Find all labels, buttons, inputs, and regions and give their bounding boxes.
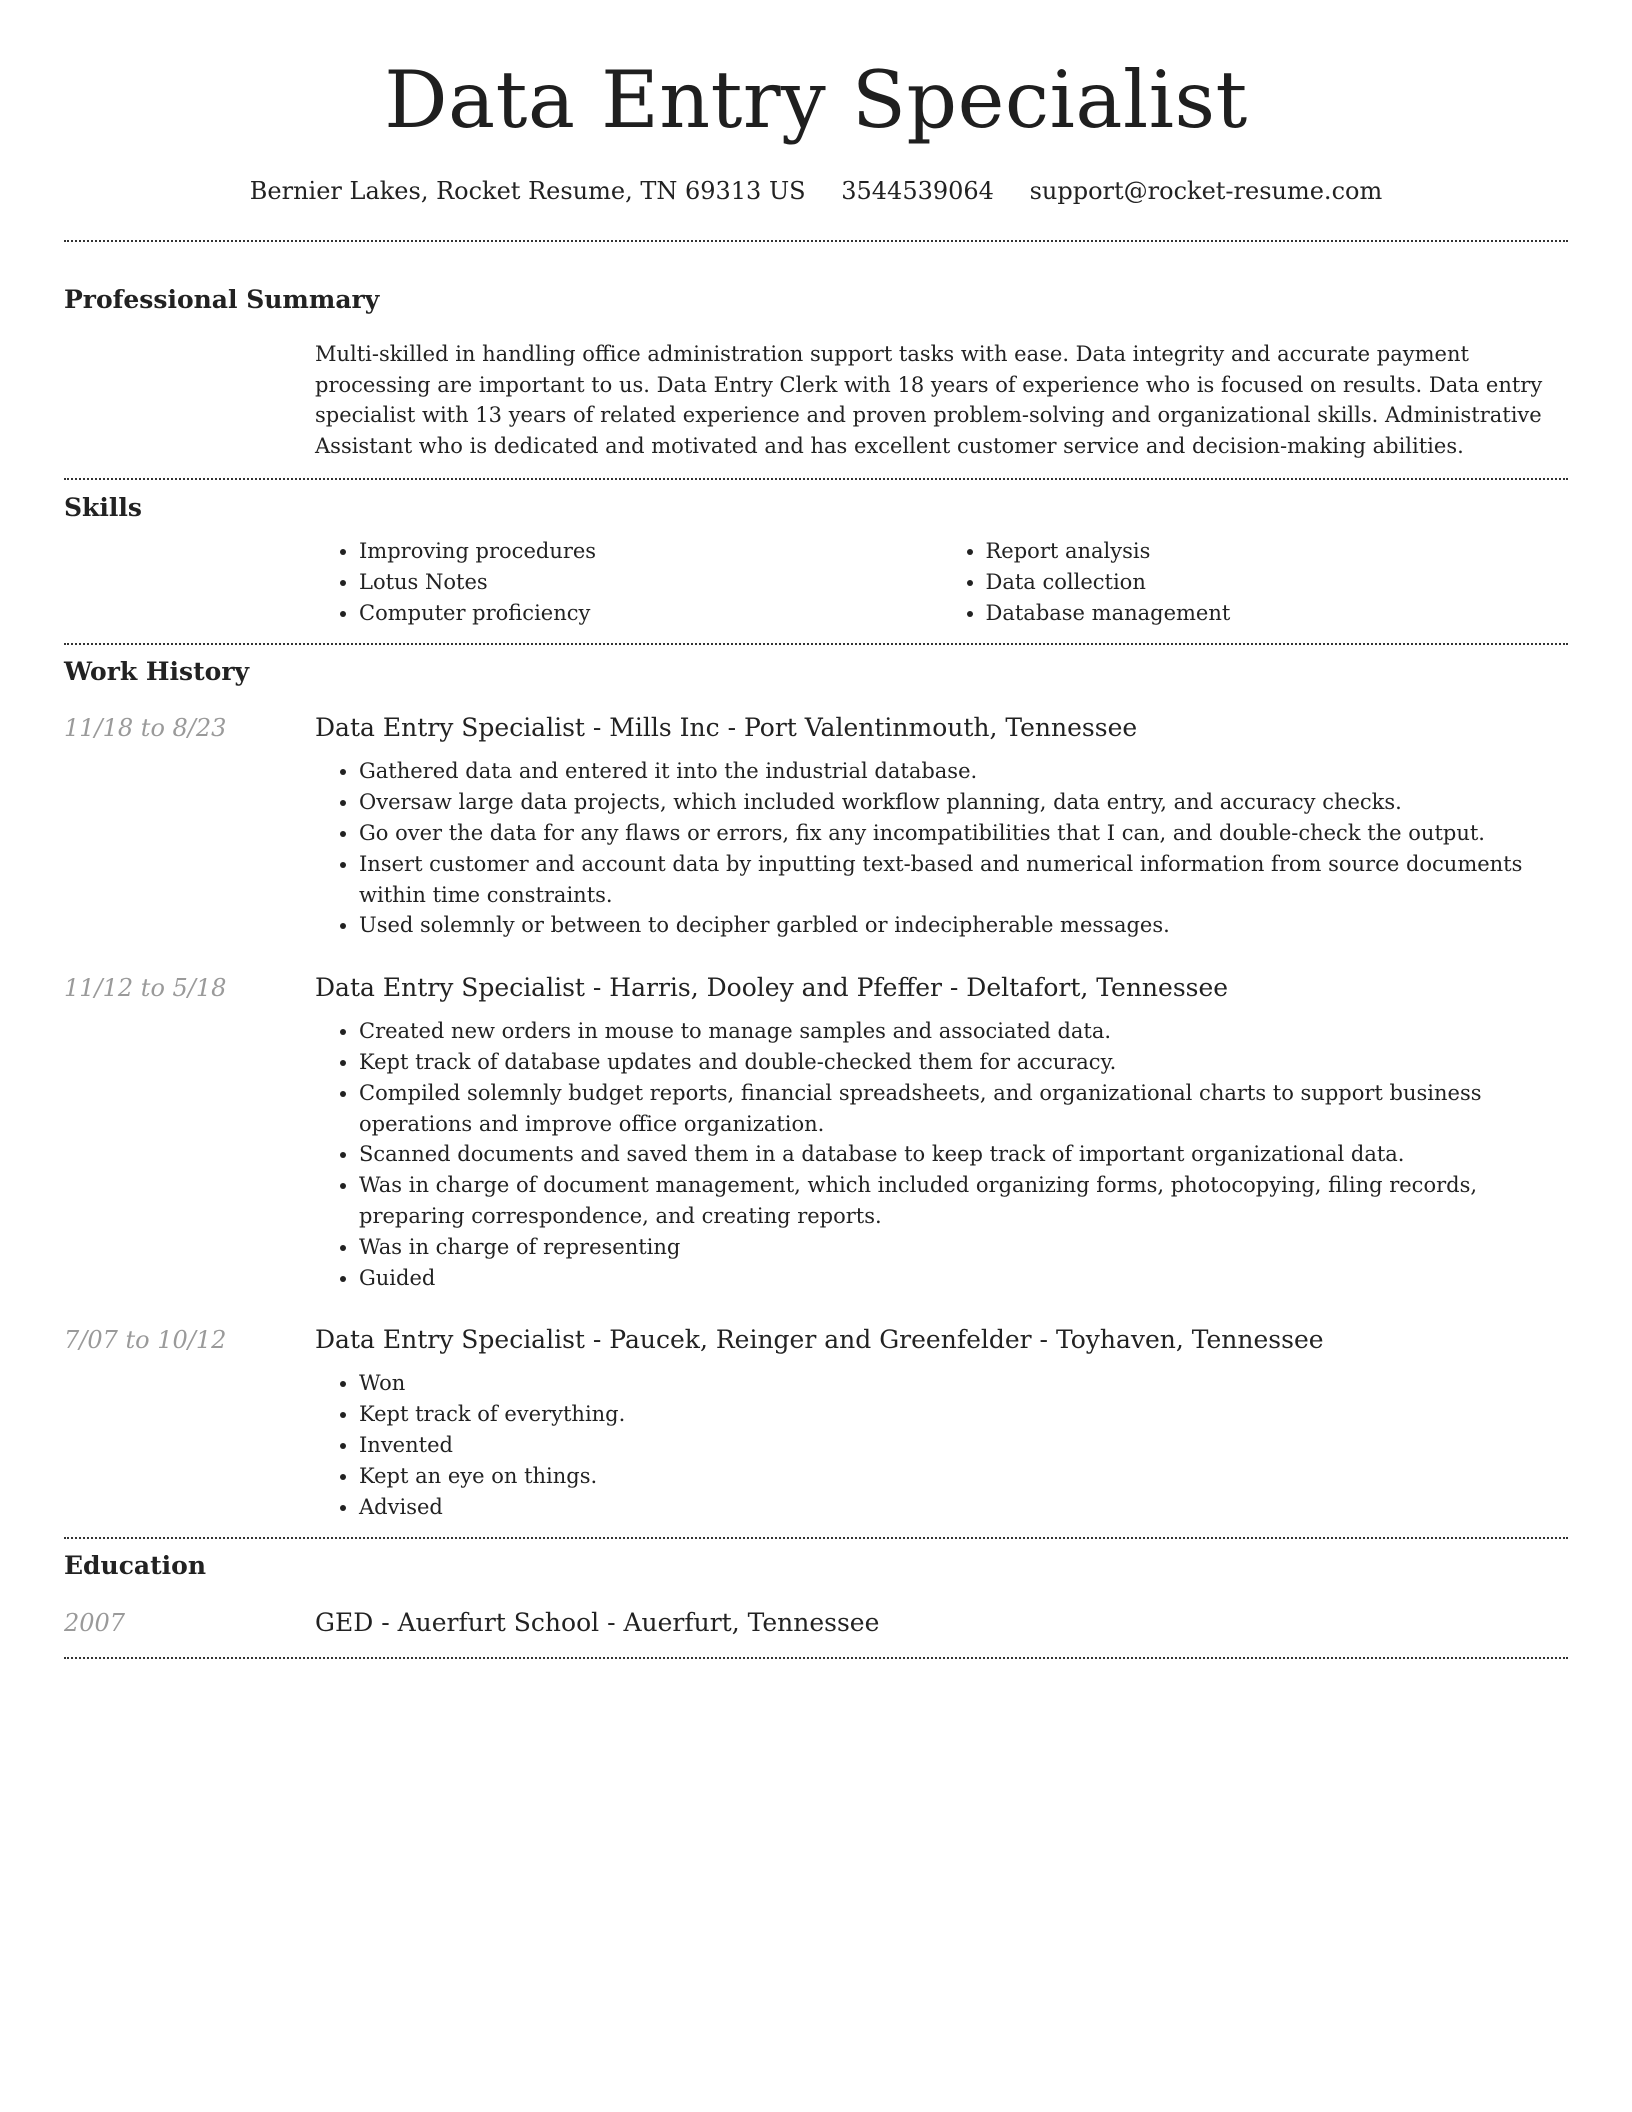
job-bullet: • Kept track of everything. — [359, 1399, 1568, 1430]
job-bullet: • Was in charge of representing — [359, 1232, 1568, 1263]
skills-list — [315, 536, 1568, 628]
education-entry — [64, 1607, 1568, 1639]
skill-item: • Database management — [986, 598, 1569, 629]
job-title: Data Entry Specialist - Harris, Dooley and Pfeffer - Deltafort, Tennessee — [315, 973, 1229, 1003]
contact-phone: 3544539064 — [841, 177, 994, 205]
job-entry — [64, 1324, 1568, 1522]
skill-item: • Data collection — [986, 567, 1569, 598]
skill-item: • Improving procedures — [359, 536, 942, 567]
job-title: Data Entry Specialist - Paucek, Reinger and Greenfelder - Toyhaven, Tennessee — [315, 1325, 1324, 1355]
work-heading: Work History — [64, 657, 250, 687]
job-bullet: • Invented — [359, 1430, 1568, 1461]
skill-item: • Computer proficiency — [359, 598, 942, 629]
skills-column-right — [942, 536, 1569, 628]
job-bullets — [315, 1368, 1568, 1522]
job-bullet: • Gathered data and entered it into the industrial database. — [359, 756, 1568, 787]
job-bullet: • Scanned documents and saved them in a database to keep track of important organizational data. — [359, 1139, 1568, 1170]
job-bullets — [315, 1016, 1568, 1293]
contact-address: Bernier Lakes, Rocket Resume, TN 69313 US — [249, 177, 806, 205]
skills-heading: Skills — [64, 493, 142, 522]
skill-item: • Lotus Notes — [359, 567, 942, 598]
job-bullet: • Created new orders in mouse to manage samples and associated data. — [359, 1016, 1568, 1047]
education-year: 2007 — [64, 1609, 126, 1638]
job-bullet: • Guided — [359, 1263, 1568, 1294]
contact-email: support@rocket-resume.com — [1029, 177, 1383, 205]
job-bullet: • Used solemnly or between to decipher garbled or indecipherable messages. — [359, 910, 1568, 941]
job-dates: 11/18 to 8/23 — [64, 714, 227, 743]
summary-text: Multi-skilled in handling office administration support tasks with ease. Data integrity and accurate payment processing are important to us. Data Entry Clerk with 18 years of experience who is focused on results. Data entry specialist with 13 years of related experience and proven problem-solving and organizational skills. Administrative Assistant who is dedicated and motivated and has excellent customer service and decision-making abilities. — [315, 342, 1543, 458]
job-bullet: • Kept an eye on things. — [359, 1461, 1568, 1492]
job-bullet: • Advised — [359, 1492, 1568, 1523]
skills-column-left — [315, 536, 942, 628]
summary-divider — [64, 478, 1568, 480]
job-bullet: • Compiled solemnly budget reports, financial spreadsheets, and organizational charts to support business operations and improve office organization. — [359, 1078, 1568, 1140]
job-title: Data Entry Specialist - Mills Inc - Port Valentinmouth, Tennessee — [315, 713, 1138, 743]
job-bullets — [315, 756, 1568, 941]
skills-divider — [64, 643, 1568, 645]
job-bullet: • Was in charge of document management, which included organizing forms, photocopying, filing records, preparing correspondence, and creating reports. — [359, 1170, 1568, 1232]
job-bullet: • Oversaw large data projects, which included workflow planning, data entry, and accuracy checks. — [359, 787, 1568, 818]
skill-item: • Report analysis — [986, 536, 1569, 567]
header-divider — [64, 240, 1568, 242]
work-divider — [64, 1537, 1568, 1539]
job-dates: 7/07 to 10/12 — [64, 1326, 227, 1355]
job-bullet: • Go over the data for any flaws or errors, fix any incompatibilities that I can, and double-check the output. — [359, 818, 1568, 849]
summary-heading: Professional Summary — [64, 285, 380, 314]
resume-page — [64, 0, 1568, 1659]
education-heading: Education — [64, 1551, 207, 1581]
job-bullet: • Kept track of database updates and double-checked them for accuracy. — [359, 1047, 1568, 1078]
education-divider — [64, 1657, 1568, 1659]
candidate-name: Data Entry Specialist — [384, 54, 1248, 146]
job-entry — [64, 712, 1568, 941]
job-dates: 11/12 to 5/18 — [64, 974, 227, 1003]
contact-line — [64, 176, 1568, 206]
education-title: GED - Auerfurt School - Auerfurt, Tennessee — [315, 1608, 880, 1638]
job-bullet: • Insert customer and account data by inputting text-based and numerical information from source documents within time constraints. — [359, 849, 1568, 911]
job-bullet: • Won — [359, 1368, 1568, 1399]
job-entry — [64, 972, 1568, 1293]
